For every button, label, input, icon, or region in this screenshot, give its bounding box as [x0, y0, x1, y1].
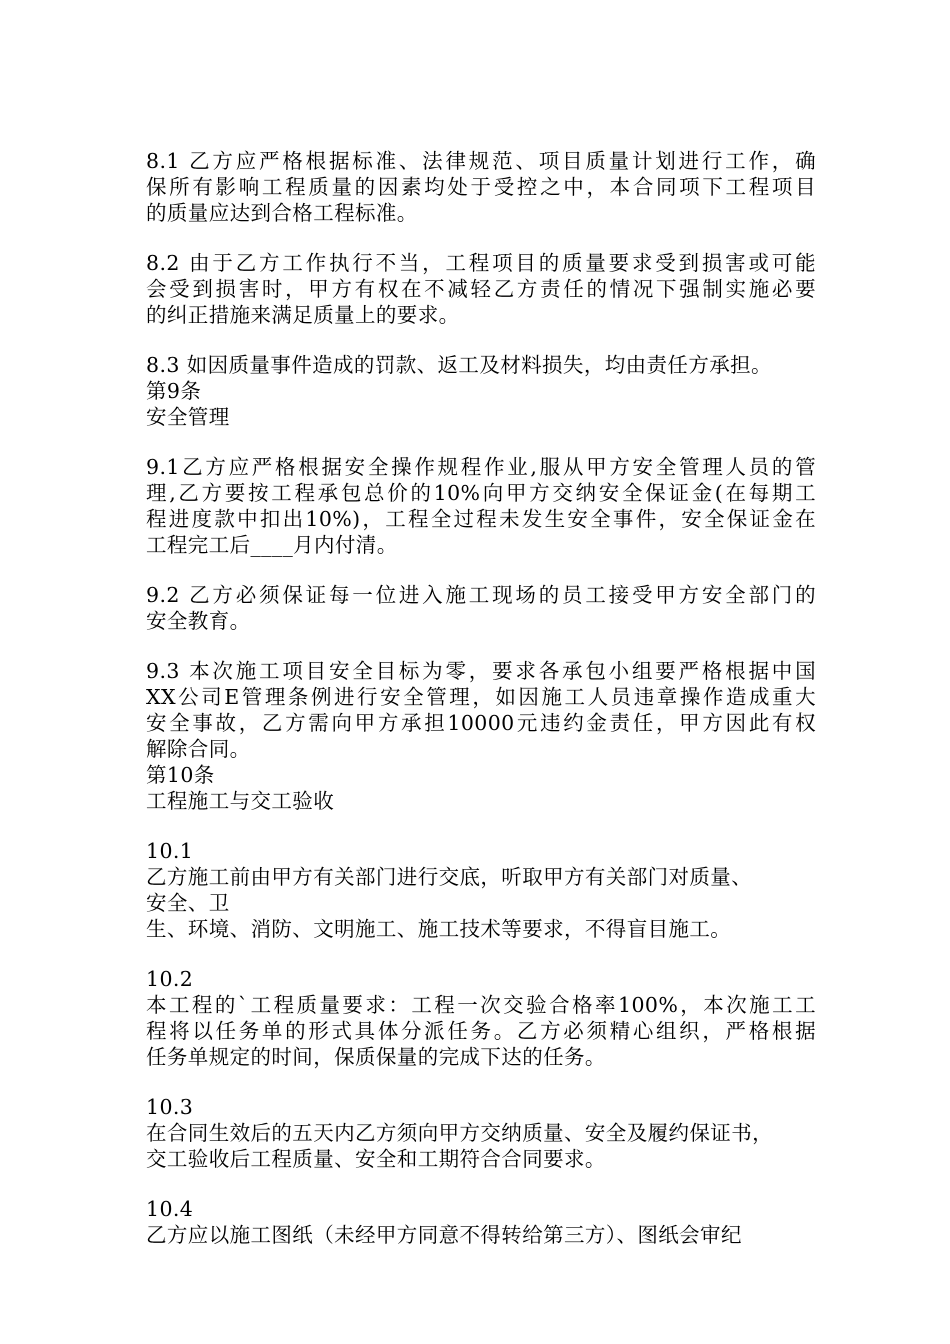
text-line: 解除合同。	[146, 737, 251, 761]
text-line: 8.2 由于乙方工作执行不当，工程项目的质量要求受到损害或可能	[146, 251, 816, 275]
document-page	[146, 148, 816, 1248]
text-line: 在合同生效后的五天内乙方须向甲方交纳质量、安全及履约保证书，	[146, 1121, 773, 1145]
text-line: XX公司E管理条例进行安全管理，如因施工人员违章操作造成重大	[146, 685, 816, 709]
clause-8-3	[146, 352, 816, 430]
text-line: 的质量应达到合格工程标准。	[146, 201, 418, 225]
text-line: 理,乙方要按工程承包总价的10%向甲方交纳安全保证金(在每期工	[146, 481, 816, 505]
text-line: 会受到损害时，甲方有权在不减轻乙方责任的情况下强制实施必要	[146, 277, 816, 301]
text-line: 9.2 乙方必须保证每一位进入施工现场的员工接受甲方安全部门的	[146, 583, 816, 607]
clause-10-3	[146, 1094, 816, 1172]
clause-10-2	[146, 966, 816, 1070]
clause-8-2	[146, 250, 816, 328]
clause-number: 10.2	[146, 967, 194, 991]
clause-number: 10.1	[146, 839, 194, 863]
text-line: 任务单规定的时间，保质保量的完成下达的任务。	[146, 1045, 606, 1069]
text-line: 程将以任务单的形式具体分派任务。乙方必须精心组织，严格根据	[146, 1019, 816, 1043]
article-10-title: 工程施工与交工验收	[146, 789, 335, 813]
article-9-title: 安全管理	[146, 405, 230, 429]
text-line: 安全教育。	[146, 609, 251, 633]
clause-8-1	[146, 148, 816, 226]
text-line: 8.3 如因质量事件造成的罚款、返工及材料损失，均由责任方承担。	[146, 353, 772, 377]
clause-number: 10.4	[146, 1197, 194, 1221]
text-line: 安全事故，乙方需向甲方承担10000元违约金责任，甲方因此有权	[146, 711, 816, 735]
text-line: 9.3 本次施工项目安全目标为零，要求各承包小组要严格根据中国	[146, 659, 816, 683]
clause-number: 10.3	[146, 1095, 194, 1119]
text-line: 程进度款中扣出10%)，工程全过程未发生安全事件，安全保证金在	[146, 507, 816, 531]
clause-9-2	[146, 582, 816, 634]
clause-10-1	[146, 838, 816, 942]
clause-9-1	[146, 454, 816, 558]
article-9-number: 第9条	[146, 379, 202, 403]
text-line: 本工程的`工程质量要求：工程一次交验合格率100%，本次施工工	[146, 993, 816, 1017]
text-line: 安全、卫	[146, 891, 230, 915]
text-line: 的纠正措施来满足质量上的要求。	[146, 303, 460, 327]
clause-9-3	[146, 658, 816, 814]
article-10-number: 第10条	[146, 763, 215, 787]
text-line: 保所有影响工程质量的因素均处于受控之中，本合同项下工程项目	[146, 175, 816, 199]
text-line: 工程完工后____月内付清。	[146, 533, 398, 557]
text-line: 9.1乙方应严格根据安全操作规程作业,服从甲方安全管理人员的管	[146, 455, 816, 479]
text-line: 乙方施工前由甲方有关部门进行交底，听取甲方有关部门对质量、	[146, 865, 753, 889]
clause-10-4	[146, 1196, 816, 1248]
text-line: 生、环境、消防、文明施工、施工技术等要求，不得盲目施工。	[146, 917, 732, 941]
text-line: 交工验收后工程质量、安全和工期符合合同要求。	[146, 1147, 606, 1171]
text-line: 乙方应以施工图纸（未经甲方同意不得转给第三方）、图纸会审纪	[146, 1223, 742, 1247]
text-line: 8.1 乙方应严格根据标准、法律规范、项目质量计划进行工作，确	[146, 149, 816, 173]
